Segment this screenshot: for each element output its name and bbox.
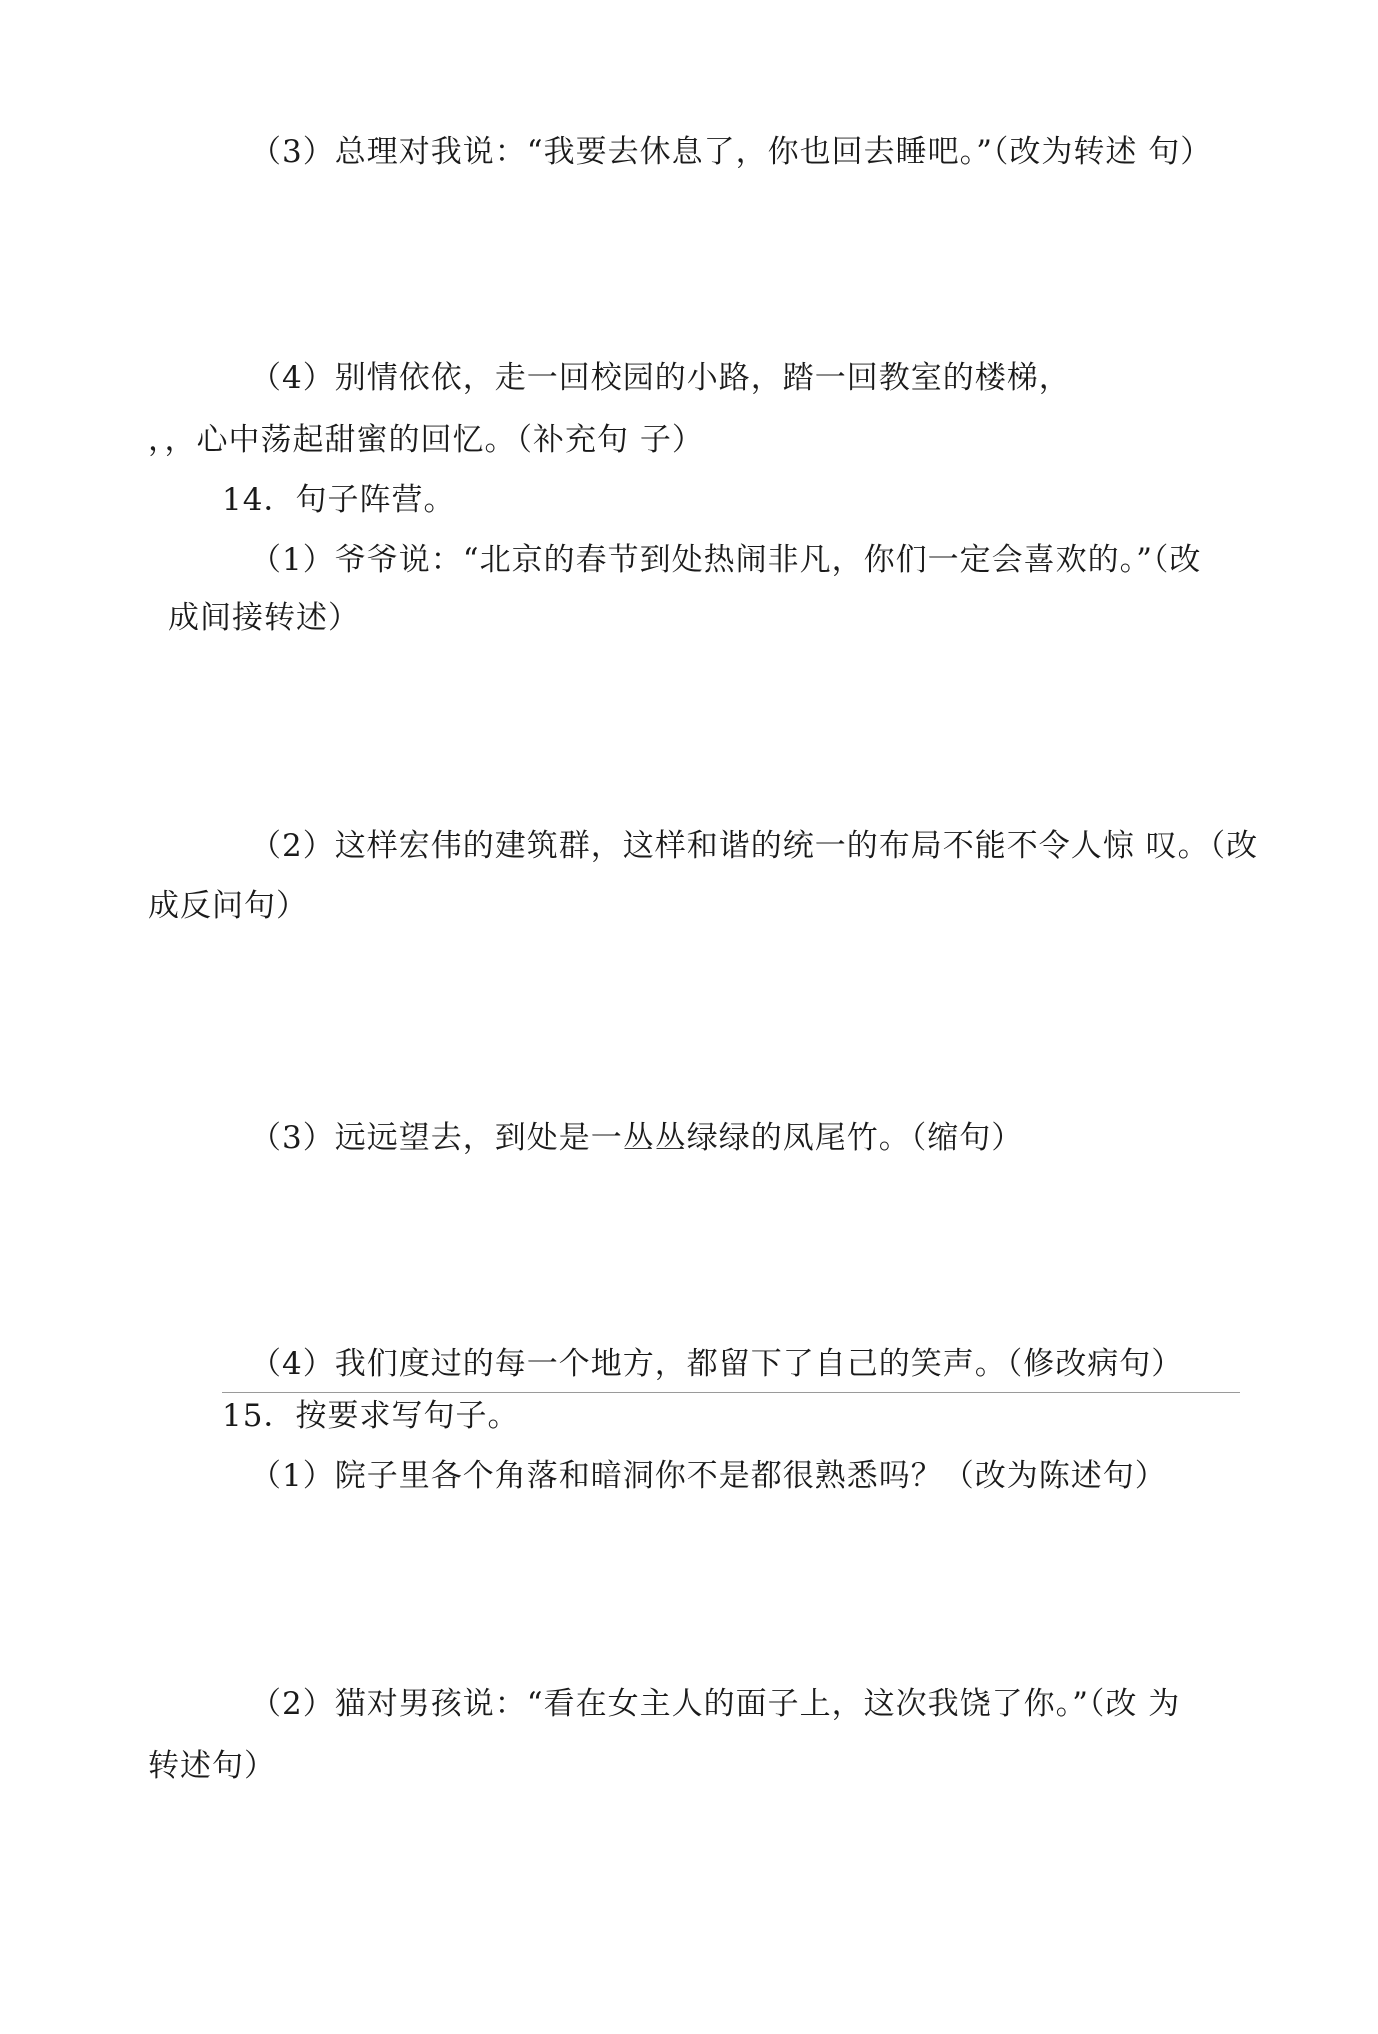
q14-item1-text-line2: 成间接转述） — [168, 600, 360, 636]
q15-item1-text: （1）院子里各个角落和暗洞你不是都很熟悉吗？（改为陈述句） — [250, 1458, 1167, 1494]
q14-title: 14．句子阵营。 — [222, 482, 456, 518]
q15-item2-text-line1: （2）猫对男孩说：“看在女主人的面子上，这次我饶了你。”（改 为 — [250, 1686, 1181, 1722]
q14-item1-text-line1: （1）爷爷说：“北京的春节到处热闹非凡，你们一定会喜欢的。”（改 — [250, 542, 1202, 578]
q14-item4-text: （4）我们度过的每一个地方，都留下了自己的笑声。（修改病句） — [250, 1346, 1184, 1382]
q13-item4-text-line1: （4）别情依依，走一回校园的小路，踏一回教室的楼梯， — [250, 360, 1071, 396]
q14-item2-text-line1: （2）这样宏伟的建筑群，这样和谐的统一的布局不能不令人惊 叹。（改 — [250, 828, 1259, 864]
q15-item2-text-line2: 转述句） — [148, 1748, 276, 1784]
q13-item4-text-line2: ，，心中荡起甜蜜的回忆。（补充句 子） — [148, 422, 704, 458]
q13-item3-text: （3）总理对我说：“我要去休息了，你也回去睡吧。”（改为转述 句） — [250, 134, 1213, 170]
divider-line — [222, 1392, 1240, 1393]
q14-item3-text: （3）远远望去，到处是一丛丛绿绿的凤尾竹。（缩句） — [250, 1120, 1024, 1156]
q15-title: 15．按要求写句子。 — [222, 1398, 520, 1434]
q14-item2-text-line2: 成反问句） — [148, 888, 308, 924]
